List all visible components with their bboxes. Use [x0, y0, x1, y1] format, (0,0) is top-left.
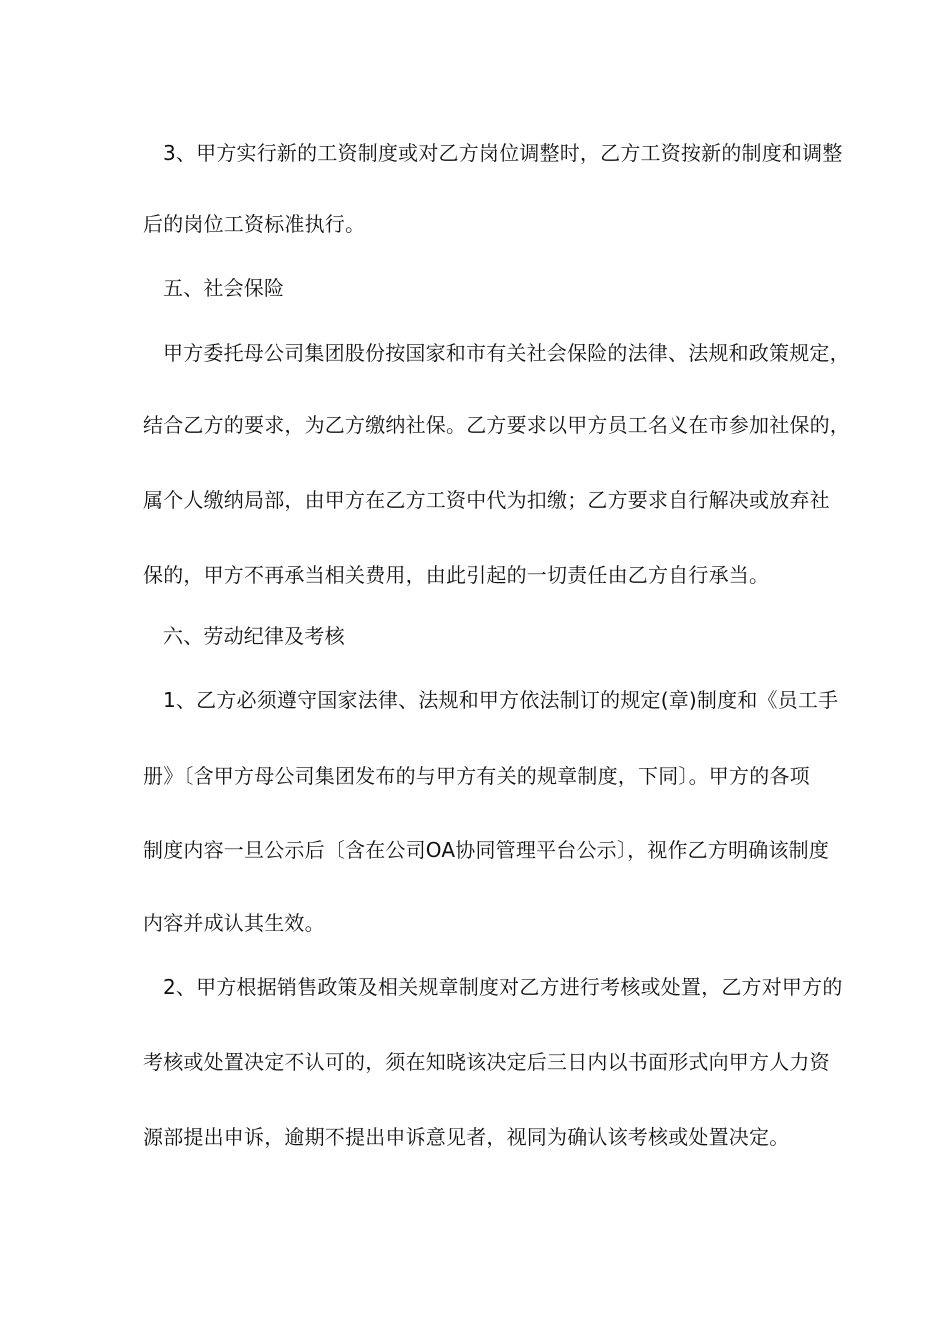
paragraph-line: 结合乙方的要求，为乙方缴纳社保。乙方要求以甲方员工名义在市参加社保的，	[143, 413, 850, 437]
section-heading-labor-discipline: 六、劳动纪律及考核	[163, 624, 345, 648]
paragraph-line: 属个人缴纳局部，由甲方在乙方工资中代为扣缴；乙方要求自行解决或放弃社	[143, 488, 830, 512]
paragraph-line-clause-2: 2、甲方根据销售政策及相关规章制度对乙方进行考核或处置，乙方对甲方的	[163, 975, 843, 999]
paragraph-line: 制度内容一旦公示后〔含在公司OA协同管理平台公示〕，视作乙方明确该制度	[143, 838, 830, 862]
paragraph-line: 保的，甲方不再承当相关费用，由此引起的一切责任由乙方自行承当。	[143, 563, 770, 587]
paragraph-line: 册》〔含甲方母公司集团发布的与甲方有关的规章制度，下同〕。甲方的各项	[143, 764, 810, 788]
paragraph-line: 内容并成认其生效。	[143, 911, 325, 935]
paragraph-line: 考核或处置决定不认可的，须在知晓该决定后三日内以书面形式向甲方人力资	[143, 1050, 830, 1074]
section-heading-social-insurance: 五、社会保险	[163, 276, 285, 300]
paragraph-line: 甲方委托母公司集团股份按国家和市有关社会保险的法律、法规和政策规定，	[163, 341, 850, 365]
paragraph-line: 源部提出申诉，逾期不提出申诉意见者，视同为确认该考核或处置决定。	[143, 1125, 790, 1149]
paragraph-line-clause-1: 1、乙方必须遵守国家法律、法规和甲方依法制订的规定(章)制度和《员工手	[163, 688, 839, 712]
paragraph-line-clause-3: 3、甲方实行新的工资制度或对乙方岗位调整时，乙方工资按新的制度和调整	[163, 141, 843, 165]
paragraph-line: 后的岗位工资标准执行。	[143, 212, 366, 236]
